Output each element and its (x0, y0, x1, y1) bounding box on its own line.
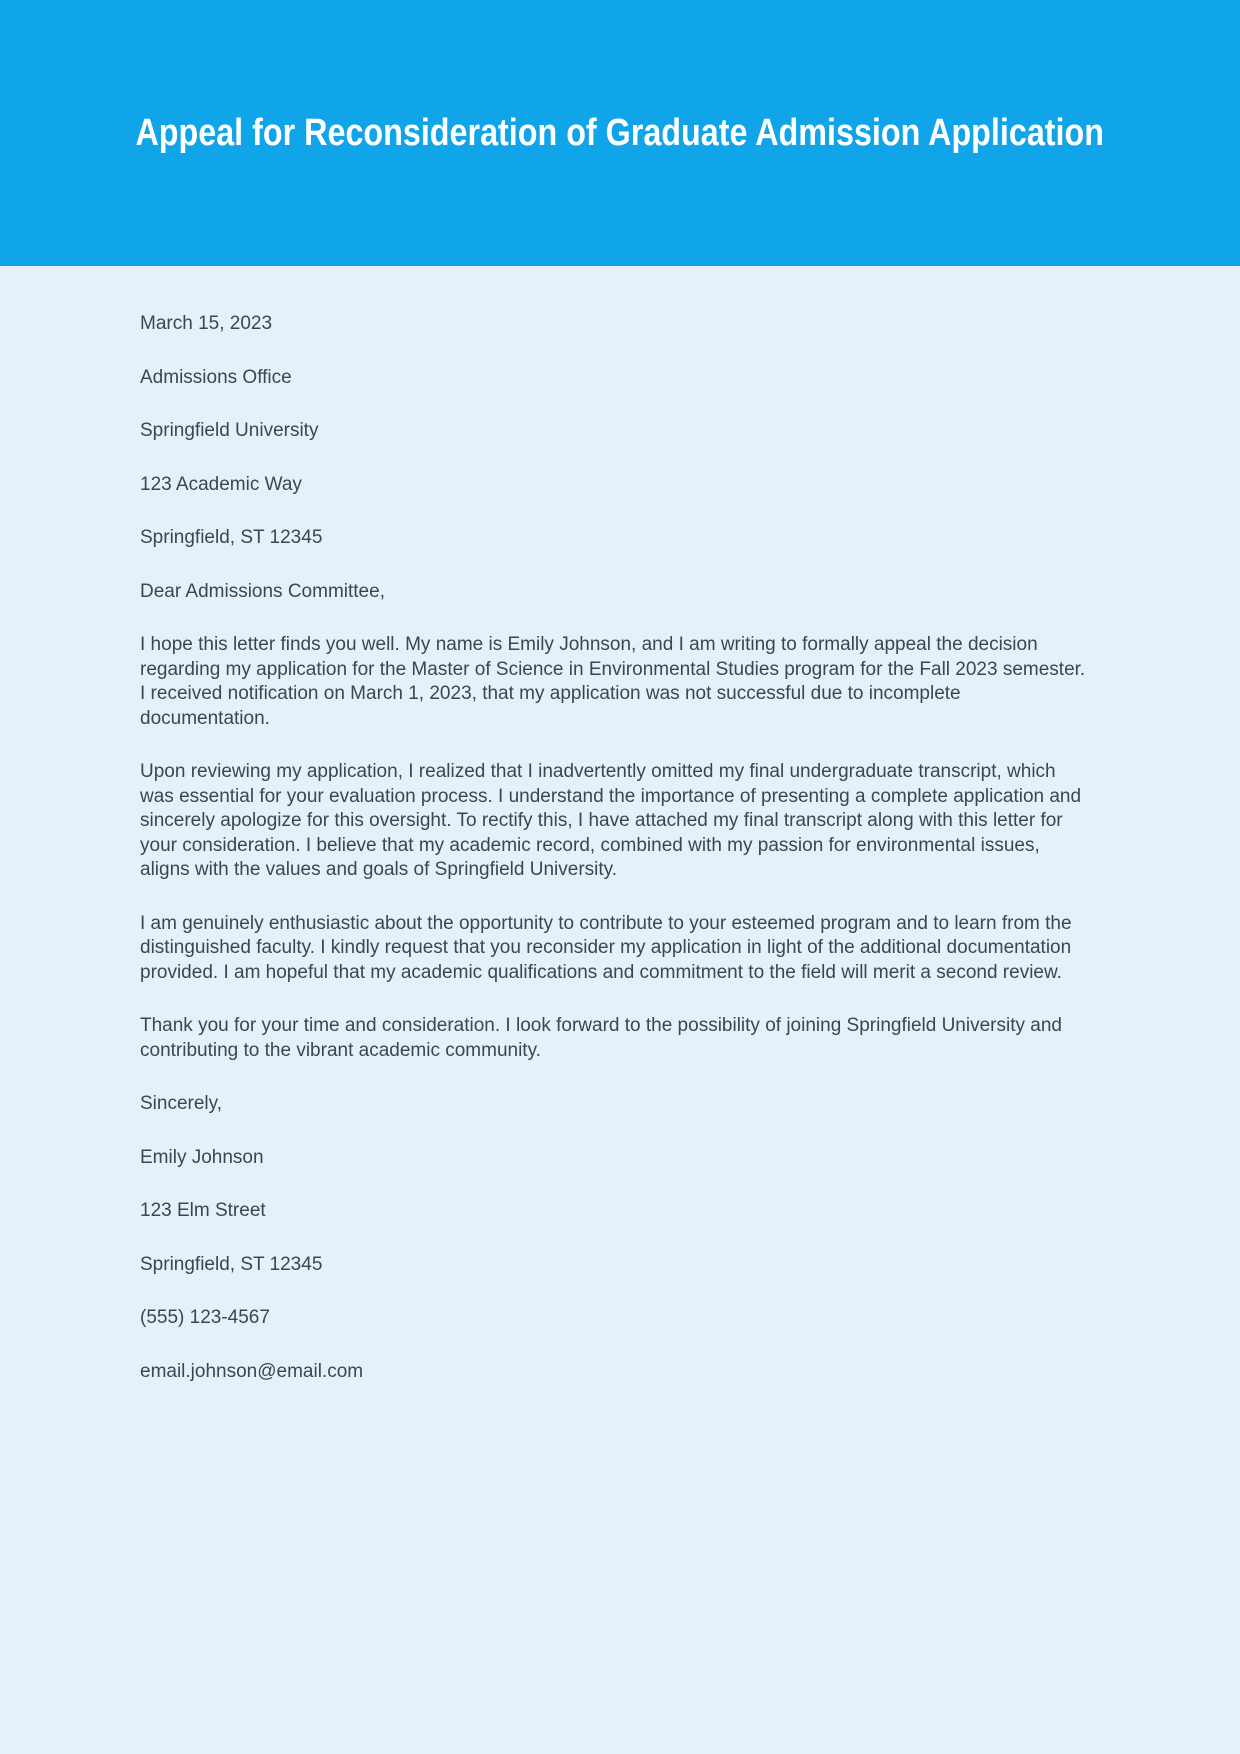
closing: Sincerely, (140, 1093, 223, 1114)
body-paragraph: I am genuinely enthusiastic about the opportunity to contribute to your esteemed program and to learn from the distinguished faculty. I kindly request that you reconsider my application in light of the additional documentation provided. I am hopeful that my academic qualifications and commitment to the field will merit a second review. (140, 912, 1072, 983)
body-paragraph: I hope this letter finds you well. My name is Emily Johnson, and I am writing to formally appeal the decision regarding my application for the Master of Science in Environmental Studies program for the Fall 2023 semester. I received notification on March 1, 2023, that my application was not successful due to incomplete documentation. (140, 634, 1086, 729)
body-paragraph: Thank you for your time and consideration. I look forward to the possibility of joining Springfield University and contributing to the vibrant academic community. (140, 1015, 1062, 1061)
salutation: Dear Admissions Committee, (140, 580, 385, 602)
body-paragraph: Upon reviewing my application, I realized that I inadvertently omitted my final undergraduate transcript, which was essential for your evaluation process. I understand the importance of presenting a complete application and sincerely apologize for this oversight. To rectify this, I have attached my final transcript along with this letter for your consideration. I believe that my academic record, combined with my passion for environmental issues, aligns with the values and goals of Springfield University. (140, 761, 1082, 880)
recipient-line: Springfield, ST 12345 (140, 527, 323, 548)
signature-name: Emily Johnson (140, 1146, 264, 1168)
recipient-line: 123 Academic Way (140, 473, 302, 495)
signature-line: 123 Elm Street (140, 1200, 266, 1221)
page-title: Appeal for Reconsideration of Graduate Admission Application (135, 111, 1105, 154)
recipient-line: Springfield University (140, 420, 319, 441)
title-banner (0, 0, 1240, 266)
signature-email: email.johnson@email.com (140, 1360, 364, 1382)
signature-line: Springfield, ST 12345 (140, 1253, 323, 1275)
signature-phone: (555) 123-4567 (140, 1307, 270, 1328)
letter-date: March 15, 2023 (140, 313, 273, 334)
recipient-line: Admissions Office (140, 366, 292, 388)
letter-body (0, 266, 1090, 1384)
